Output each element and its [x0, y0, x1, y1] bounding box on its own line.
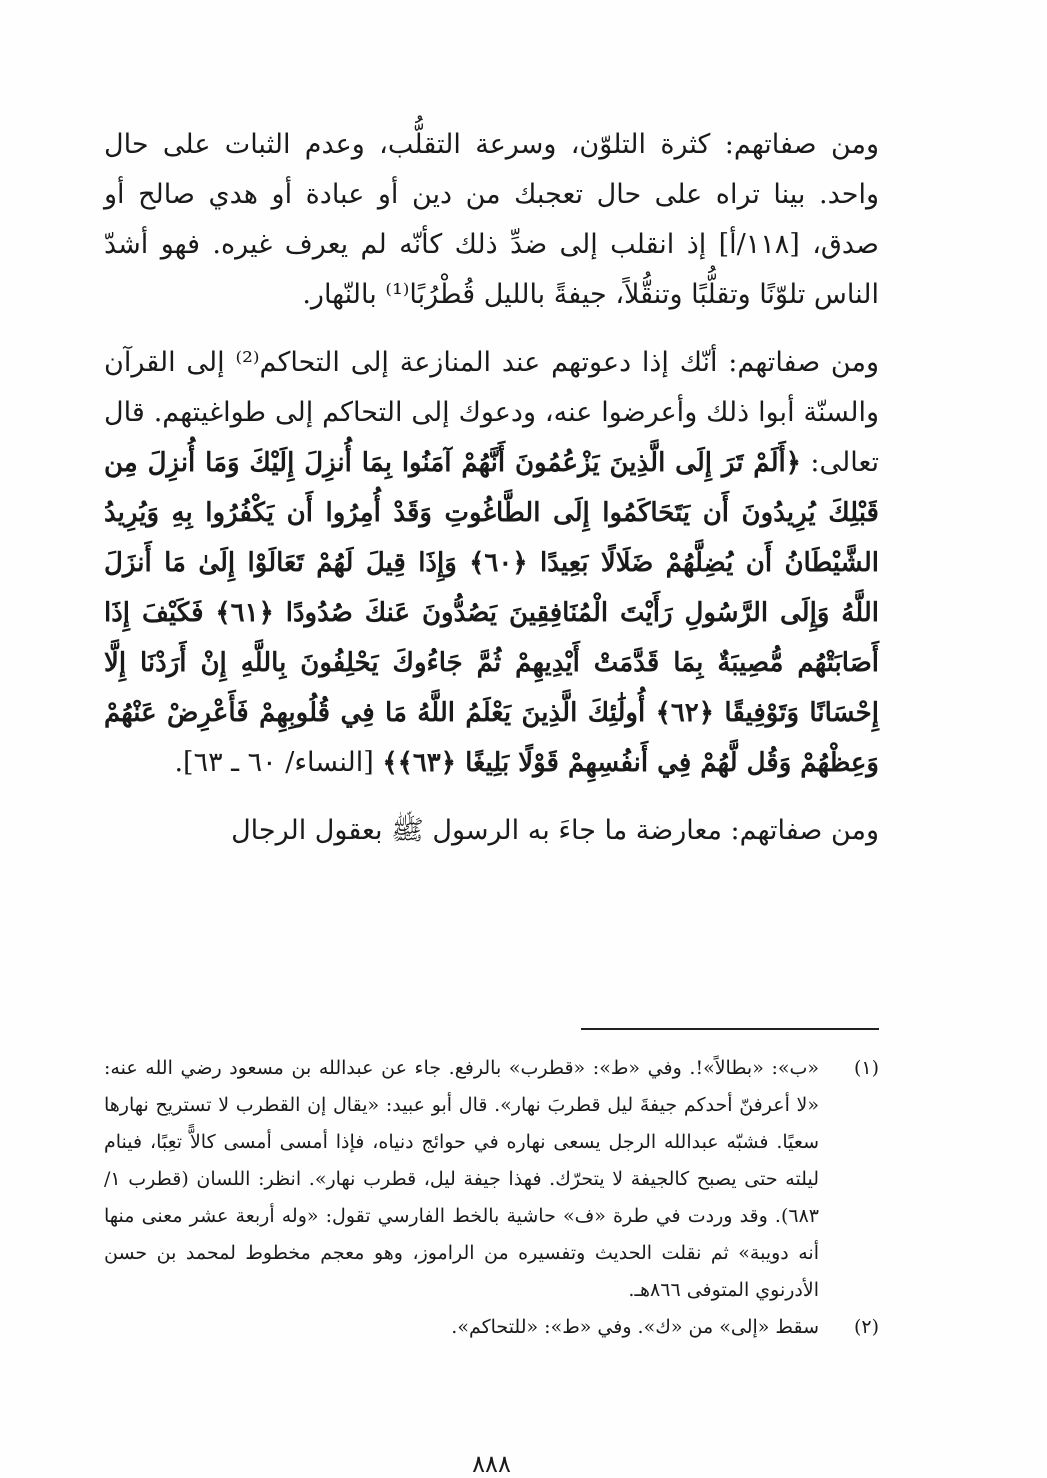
- footnote-2: [104, 1309, 879, 1346]
- verse-reference: [النساء/ ٦٠ ـ ٦٣].: [174, 747, 374, 778]
- paragraph-3: [104, 806, 879, 856]
- paragraph-1: [104, 120, 879, 320]
- paragraph-2-text: ومن صفاتهم: أنّك إذا دعوتهم عند المنازعة إلى التحاكم⁽²⁾ إلى القرآن والسنّة أبوا ذلك وأعرضوا عنه، ودعوك إلى التحاكم إلى طواغيتهم. قال تعالى:: [104, 347, 879, 478]
- footnote-2-number: (٢): [853, 1316, 879, 1338]
- footnotes: [104, 1050, 879, 1346]
- paragraph-1-text: ومن صفاتهم: كثرة التلوّن، وسرعة التقلُّب، وعدم الثبات على حال واحد. بينا تراه على حال تعجبك من دين أو عبادة أو هدي صالح أو صدق، [١١٨/أ] إذ انقلب إلى ضدِّ ذلك كأنّه لم يعرف غيره. فهو أشدّ الناس تلوّنًا وتقلُّبًا وتنقُّلاً، جيفةً بالليل قُطْرُبًا⁽¹⁾ بالنّهار.: [104, 129, 879, 310]
- paragraph-3-text: ومن صفاتهم: معارضة ما جاءَ به الرسول ﷺ بعقول الرجال: [231, 815, 879, 846]
- page-number: ٨٨٨: [472, 1450, 511, 1478]
- page-body: [104, 120, 879, 1478]
- paragraph-2: [104, 338, 879, 788]
- footnote-1-text: «ب»: «بطالاً»!. وفي «ط»: «قطرب» بالرفع. جاء عن عبدالله بن مسعود رضي الله عنه: «لا أعرفنّ أحدكم جيفةَ ليل قطربَ نهار». قال أبو عبيد: «يقال إن القطرب لا تستريح نهارها سعيًا. فشبّه عبدالله الرجل يسعى نهاره في حوائج دنياه، فإذا أمسى أمسى كالاًّ تعِبًا، فينام ليلته حتى يصبح كالجيفة لا يتحرّك. فهذا جيفة ليل، قطرب نهار». انظر: اللسان (قطرب ١/ ٦٨٣). وقد وردت في طرة «ف» حاشية بالخط الفارسي تقول: «وله أربعة عشر معنى منها أنه دويبة» ثم نقلت الحديث وتفسيره من الراموز، وهو معجم مخطوط لمحمد بن حسن الأدرنوي المتوفى ٨٦٦هـ.: [104, 1057, 819, 1301]
- footnote-2-text: سقط «إلى» من «ك». وفي «ط»: «للتحاكم».: [451, 1316, 819, 1338]
- footnote-1-number: (١): [853, 1057, 879, 1079]
- quran-verse: ﴿أَلَمْ تَرَ إِلَى الَّذِينَ يَزْعُمُونَ أَنَّهُمْ آمَنُوا بِمَا أُنزِلَ إِلَيْكَ وَمَا أُنزِلَ مِن قَبْلِكَ يُرِيدُونَ أَن يَتَحَاكَمُوا إِلَى الطَّاغُوتِ وَقَدْ أُمِرُوا أَن يَكْفُرُوا بِهِ وَيُرِيدُ الشَّيْطَانُ أَن يُضِلَّهُمْ ضَلَالًا بَعِيدًا ﴿٦٠﴾ وَإِذَا قِيلَ لَهُمْ تَعَالَوْا إِلَىٰ مَا أَنزَلَ اللَّهُ وَإِلَى الرَّسُولِ رَأَيْتَ الْمُنَافِقِينَ يَصُدُّونَ عَنكَ صُدُودًا ﴿٦١﴾ فَكَيْفَ إِذَا أَصَابَتْهُم مُّصِيبَةٌ بِمَا قَدَّمَتْ أَيْدِيهِمْ ثُمَّ جَاءُوكَ يَحْلِفُونَ بِاللَّهِ إِنْ أَرَدْنَا إِلَّا إِحْسَانًا وَتَوْفِيقًا ﴿٦٢﴾ أُولَٰئِكَ الَّذِينَ يَعْلَمُ اللَّهُ مَا فِي قُلُوبِهِمْ فَأَعْرِضْ عَنْهُمْ وَعِظْهُمْ وَقُل لَّهُمْ فِي أَنفُسِهِمْ قَوْلًا بَلِيغًا ﴿٦٣﴾﴾: [104, 448, 879, 778]
- footnote-separator: [581, 1028, 879, 1030]
- footnote-1: [104, 1050, 879, 1309]
